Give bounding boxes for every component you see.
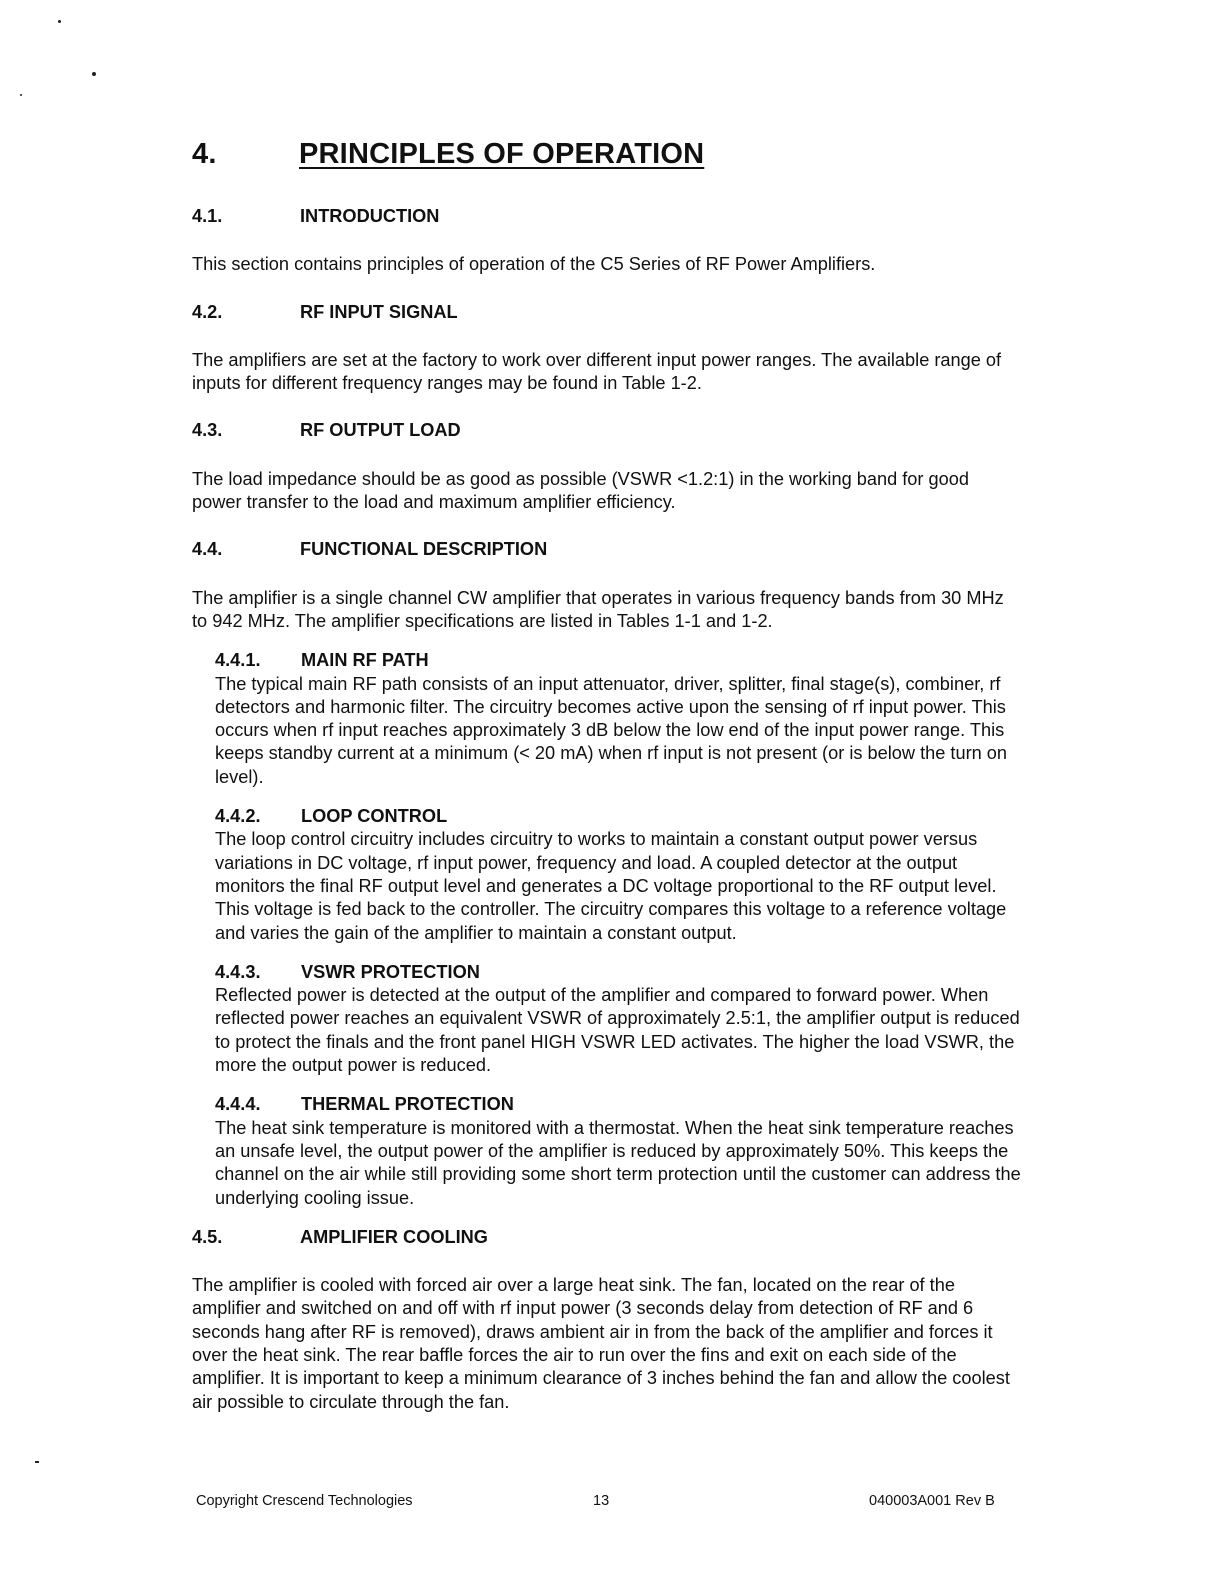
subsection-body: The loop control circuitry includes circuitry to works to maintain a constant output power versus variations in DC voltage, rf input power, frequency and load. A coupled detector at the output monitors the final RF output level and generates a DC voltage proportional to the RF output level. This voltage is fed back to the controller. The circuitry compares this voltage to a reference voltage and varies the gain of the amplifier to maintain a constant output. — [215, 829, 1007, 943]
subsection-4-4-3 — [215, 961, 1022, 1077]
section-number: 4.2. — [192, 301, 223, 322]
section-number: 4.5. — [192, 1226, 223, 1247]
section-body-4-3: The load impedance should be as good as possible (VSWR <1.2:1) in the working band for good power transfer to the load and maximum amplifier efficiency. — [192, 468, 969, 513]
subsection-number: 4.4.3. — [215, 961, 261, 982]
subsection-title: MAIN RF PATH — [301, 650, 429, 671]
subsection-heading — [215, 961, 1022, 984]
subsection-number: 4.4.1. — [215, 650, 261, 671]
section-title: AMPLIFIER COOLING — [300, 1226, 488, 1247]
subsection-title: VSWR PROTECTION — [301, 961, 480, 982]
document-body — [192, 205, 1022, 1414]
subsection-4-4-1 — [215, 649, 1022, 789]
section-body-4-2: The amplifiers are set at the factory to work over different input power ranges. The available range of inputs for different frequency ranges may be found in Table 1-2. — [192, 349, 1002, 394]
subsection-title: LOOP CONTROL — [301, 806, 448, 827]
section-number: 4.4. — [192, 539, 223, 560]
subsection-number: 4.4.2. — [215, 806, 261, 827]
subsection-body: The heat sink temperature is monitored with a thermostat. When the heat sink temperature reaches an unsafe level, the output power of the amplifier is reduced by approximately 50%. This keeps the channel on the air while still providing some short term protection until the customer can address the underlying cooling issue. — [215, 1117, 1021, 1208]
subsection-heading — [215, 805, 1022, 828]
section-title: RF INPUT SIGNAL — [300, 301, 458, 322]
subsection-title: THERMAL PROTECTION — [301, 1094, 514, 1115]
section-number: 4.3. — [192, 420, 223, 441]
chapter-title: PRINCIPLES OF OPERATION — [299, 138, 705, 170]
section-title: RF OUTPUT LOAD — [300, 420, 461, 441]
scan-speck — [20, 94, 22, 96]
section-heading-4-3 — [192, 419, 1022, 442]
footer-doc-id: 040003A001 Rev B — [869, 1493, 995, 1509]
scan-speck — [58, 20, 61, 23]
scan-speck — [92, 72, 96, 76]
subsection-4-4-2 — [215, 805, 1022, 945]
subsection-body: The typical main RF path consists of an input attenuator, driver, splitter, final stage(s), combiner, rf detectors and harmonic filter. The circuitry becomes active upon the sensing of rf input power. This occurs when rf input reaches approximately 3 dB below the low end of the input power range. This keeps standby current at a minimum (< 20 mA) when rf input is not present (or is below the turn on level). — [215, 673, 1008, 787]
subsection-heading — [215, 649, 1022, 672]
section-heading-4-1 — [192, 205, 1022, 228]
footer-copyright: Copyright Crescend Technologies — [196, 1493, 413, 1509]
section-title: INTRODUCTION — [300, 206, 440, 226]
section-heading-4-4 — [192, 538, 1022, 561]
scan-speck — [35, 1461, 39, 1463]
subsection-4-4-4 — [215, 1093, 1022, 1209]
subsection-number: 4.4.4. — [215, 1094, 261, 1115]
chapter-heading — [192, 138, 704, 171]
chapter-number: 4. — [192, 138, 217, 170]
section-body-4-5: The amplifier is cooled with forced air over a large heat sink. The fan, located on the rear of the amplifier and switched on and off with rf input power (3 seconds delay from detection of RF and 6 seconds hang after RF is removed), draws ambient air in from the back of the amplifier and forces it over the heat sink. The rear baffle forces the air to run over the fins and exit on each side of the amplifier. It is important to keep a minimum clearance of 3 inches behind the fan and allow the coolest air possible to circulate through the fan. — [192, 1275, 1010, 1412]
subsection-body: Reflected power is detected at the output of the amplifier and compared to forward power. When reflected power reaches an equivalent VSWR of approximately 2.5:1, the amplifier output is reduced to protect the finals and the front panel HIGH VSWR LED activates. The higher the load VSWR, the more the output power is reduced. — [215, 985, 1020, 1076]
section-number: 4.1. — [192, 206, 223, 226]
section-title: FUNCTIONAL DESCRIPTION — [300, 539, 548, 560]
section-heading-4-2 — [192, 301, 1022, 324]
section-body-4-4: The amplifier is a single channel CW amplifier that operates in various frequency bands from 30 MHz to 942 MHz. The amplifier specifications are listed in Tables 1-1 and 1-2. — [192, 587, 1004, 631]
subsection-heading — [215, 1093, 1022, 1116]
footer-page-number: 13 — [593, 1493, 610, 1509]
section-body-4-1: This section contains principles of operation of the C5 Series of RF Power Amplifiers. — [192, 254, 876, 275]
section-heading-4-5 — [192, 1226, 1022, 1249]
